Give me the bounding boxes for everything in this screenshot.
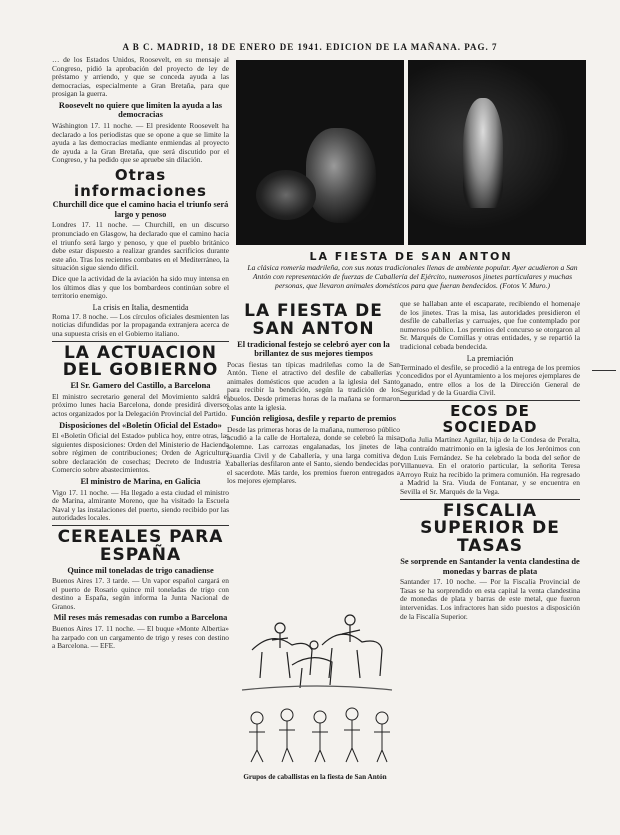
san-anton-headline: LA FIESTA DE SAN ANTON bbox=[244, 301, 383, 339]
photo-subject bbox=[256, 170, 316, 220]
roosevelt-text: Wáshington 17. 11 noche. — El presidente Roosevelt ha declarado a los periodistas que se opone a que se limite la ayuda a las democracias mediante enmiendas al proyecto de ayuda a la Gran Bretaña, que será discutido por el Congreso, y ha pedido que se apruebe sin dilación. bbox=[52, 121, 229, 165]
illustration-caption: Grupos de caballistas en la fiesta de San Antón bbox=[243, 773, 387, 781]
cereales-headline: CEREALES PARA ESPAÑA bbox=[57, 526, 224, 565]
san-anton-text: Pocas fiestas tan típicas madrileñas como la de San Antón. Tiene el atractivo del desfile de caballerías y animales domésticos que acuden a la iglesia del Santo para recibir la bendición, según la tradición de los abuelos. Desde primeras horas de la mañana se formaron colas ante la iglesia. bbox=[227, 360, 400, 412]
photo-blessing bbox=[408, 60, 586, 245]
running-head: A B C. MADRID, 18 DE ENERO DE 1941. EDICION DE LA MAÑANA. PAG. 7 bbox=[122, 42, 498, 52]
funcion-text: Desde las primeras horas de la mañana, numeroso público acudió a la calle de Hortaleza, donde se celebró la misa solemne. Las carrozas engalanadas, los jinetes de la Guardia Civil y de Caballería, y una larga comitiva de caballerías desfilaron ante el Santo, siendo bendecidas por el sacerdote. Más tarde, los premios fueron entregados a los mejores ejemplares. bbox=[227, 425, 400, 486]
actuacion-gobierno-headline: LA ACTUACION DEL GOBIERNO bbox=[62, 342, 219, 381]
funcion-headline: Función religiosa, desfile y reparto de premios bbox=[231, 414, 396, 424]
photo-subject bbox=[463, 98, 503, 208]
churchill-text: Londres 17. 11 noche. — Churchill, en un discurso pronunciado en Glasgow, ha declarado que el camino hacia el triunfo será largo y penoso, y que el pueblo británico debe estar dispuesto a realizar grandes sacrificios durante este año. Tras los recientes combates en el Mediterráneo, la situación sigue siendo difícil. bbox=[52, 221, 229, 273]
marina-headline: El ministro de Marina, en Galicia bbox=[80, 477, 201, 486]
photo-subject bbox=[306, 128, 376, 223]
roosevelt-headline: Roosevelt no quiere que limiten la ayuda a las democracias bbox=[58, 100, 223, 120]
divider bbox=[52, 341, 229, 342]
column-right bbox=[400, 300, 580, 820]
reses-text: Buenos Aires 17. 11 noche. — El buque «Monte Albertia» ha zarpado con un cargamento de trigo y reses con destino a Barcelona. — EFE. bbox=[52, 624, 229, 651]
churchill-headline: Churchill dice que el camino hacia el triunfo será largo y penoso bbox=[52, 200, 229, 219]
fiscalia-headline: FISCALIA SUPERIOR DE TASAS bbox=[420, 500, 560, 557]
cereales-text: Buenos Aires 17. 3 tarde. — Un vapor español cargará en el puerto de Rosario quince mil toneladas de trigo con destino a España, según informa la Junta Nacional de Granos. bbox=[52, 577, 229, 611]
margin-mark bbox=[592, 370, 616, 371]
otras-informaciones-headline: Otras informaciones bbox=[74, 165, 207, 200]
fiscalia-subhead: Se sorprende en Santander la venta clandestina de monedas y barras de plata bbox=[400, 557, 580, 576]
photo-caption: La clásica romería madrileña, con sus notas tradicionales llenas de ambiente popular. Ayer acudieron a San Antón con representación de fuerzas de Caballería del Ejército, numerosos jinetes particulares y muchas personas, que llevaron animales domésticos para que fueran bendecidos. (Fotos V. Muro.) bbox=[247, 263, 578, 290]
photo-romeria bbox=[236, 60, 404, 245]
premios-text: Terminado el desfile, se procedió a la entrega de los premios concedidos por el Ayuntamiento a los mejores ejemplares de ganado, entre ellos a los de la Dirección General de Seguridad y de la Guardia Civil. bbox=[400, 363, 580, 398]
reses-headline: Mil reses más remesadas con rumbo a Barcelona bbox=[53, 613, 228, 623]
fiscalia-text: Santander 17. 10 noche. — Por la Fiscalía Provincial de Tasas se ha sorprendido en esta capital la venta clandestina de monedas de plata y barras de este metal, que fueron intervenidas. Los infractores han sido puestos a disposición de la Fiscalía Superior. bbox=[400, 578, 580, 621]
divider bbox=[400, 400, 580, 401]
gamero-headline: El Sr. Gamero del Castillo, a Barcelona bbox=[70, 381, 211, 391]
article-text: que se hallaban ante el escaparate, recibiendo el homenaje de los jinetes. Tras la misa, las autoridades presidieron el desfile de caballerías y carruajes, que fue contemplado por numeroso público. Los premios del concurso se otorgaron al Sr. Marqués de Comillas y otras entidades, y se repartió la tradicional cebada bendecida. bbox=[400, 300, 580, 351]
column-left bbox=[52, 56, 229, 816]
boletin-text: El «Boletín Oficial del Estado» publica hoy, entre otras, las siguientes disposiciones: Orden del Ministerio de Hacienda sobre régimen de contribuciones; Orden de Agricultura sobre declaración de cosechas; Decreto de Industria y Comercio sobre abastecimientos. bbox=[52, 432, 229, 475]
cereales-subhead: Quince mil toneladas de trigo canadiense bbox=[67, 565, 214, 575]
italia-text: Roma 17. 8 noche. — Los círculos oficiales desmienten las noticias difundidas por la propaganda extranjera acerca de una supuesta crisis en el Gobierno italiano. bbox=[52, 312, 229, 338]
ecos-sociedad-headline: ECOS DE SOCIEDAD bbox=[442, 401, 538, 436]
article-text: … de los Estados Unidos, Roosevelt, en su mensaje al Congreso, pidió la aprobación del proyecto de ley de préstamo y arriendo, y que se conceda ayuda a las democracias, especialmente a Gran Bretaña, para que prosigan la guerra. bbox=[52, 56, 229, 99]
wavell-text: Dice que la actividad de la aviación ha sido muy intensa en los últimos días y que los bombardeos continúan sobre el territorio enemigo. bbox=[52, 275, 229, 301]
boletin-headline: Disposiciones del «Boletín Oficial del Estado» bbox=[59, 420, 222, 430]
photo-title: LA FIESTA DE SAN ANTON bbox=[309, 250, 513, 263]
gamero-text: El ministro secretario general del Movimiento saldrá el próximo lunes hacia Barcelona, donde presidirá diversos actos organizados por la Delegación Provincial del Partido. bbox=[52, 392, 229, 418]
san-anton-subhead: El tradicional festejo se celebró ayer con la brillantez de sus mejores tiempos bbox=[237, 339, 390, 359]
divider bbox=[52, 525, 229, 526]
divider bbox=[400, 499, 580, 500]
italia-headline: La crisis en Italia, desmentida bbox=[92, 302, 189, 312]
premios-headline: La premiación bbox=[466, 353, 514, 363]
ecos-text: Doña Julia Martínez Aguilar, hija de la Condesa de Peralta, ha contraído matrimonio en la iglesia de los Jerónimos con don Luis Fernández. Se ha celebrado la boda del señor de Villanueva. En el oratorio particular, la señorita Teresa Arroyo Ruiz ha recibido la primera comunión. Ha regresado a Madrid la Sra. Viuda de Fontanar, y se encuentra en Sevilla el Sr. Marqués de la Vega. bbox=[400, 436, 580, 496]
marina-text: Vigo 17. 11 noche. — Ha llegado a esta ciudad el ministro de Marina, almirante Moreno, que ha visitado la Escuela Naval y las instalaciones del puerto, siendo recibido por las autoridades locales. bbox=[52, 488, 229, 523]
caballistas-illustration bbox=[232, 590, 402, 770]
